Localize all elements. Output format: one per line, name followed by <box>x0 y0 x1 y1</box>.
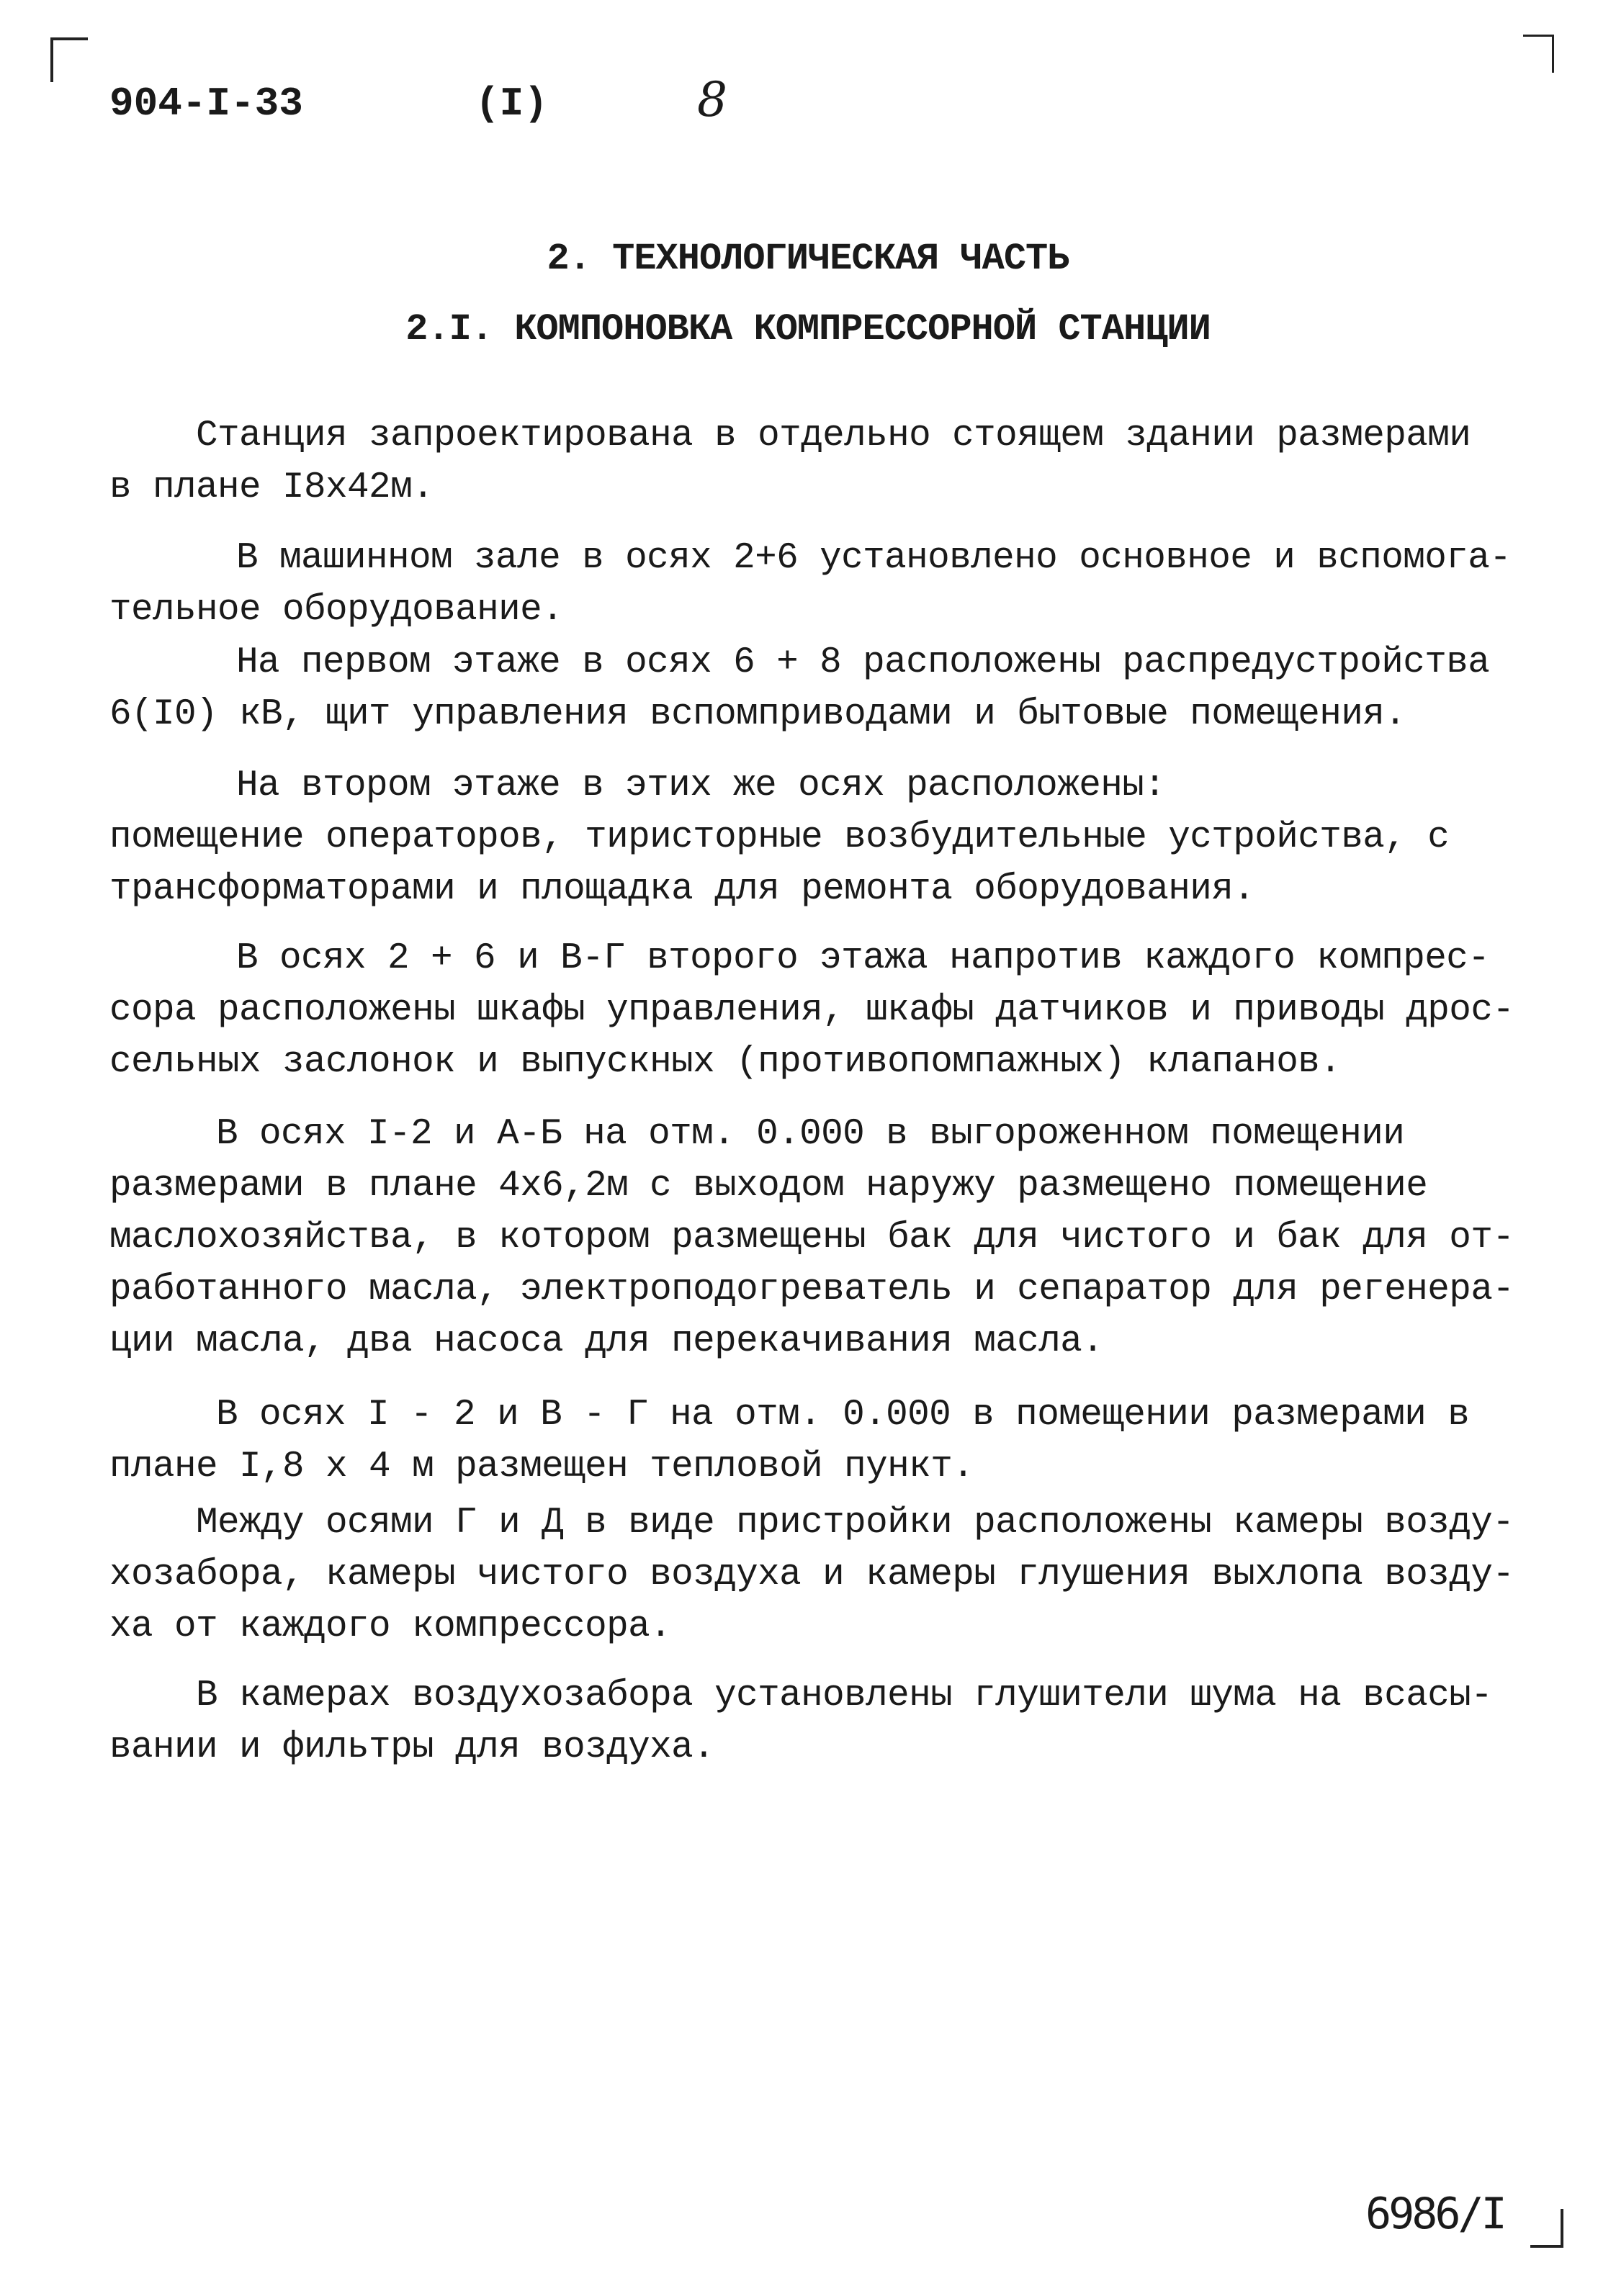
paragraph-line: помещение операторов, тиристорные возбудительные устройства, с <box>109 817 1450 858</box>
paragraph-line: трансформаторами и площадка для ремонта оборудования. <box>109 869 1255 910</box>
paragraph-5 <box>109 933 1535 1089</box>
paragraph-2 <box>109 533 1535 636</box>
paragraph-line: Станция запроектирована в отдельно стоящем здании размерами <box>196 415 1471 456</box>
paragraph-line: В машинном зале в осях 2+6 установлено основное и вспомога- <box>236 538 1512 579</box>
paragraph-line: В осях 2 + 6 и В-Г второго этажа напротив каждого компрес- <box>236 938 1490 979</box>
paragraph-8 <box>109 1498 1535 1653</box>
paragraph-line: На первом этаже в осях 6 + 8 расположены распредустройства <box>236 642 1490 683</box>
paragraph-line: маслохозяйства, в котором размещены бак для чистого и бак для от- <box>109 1217 1514 1259</box>
paragraph-line: В осях I-2 и А-Б на отм. 0.000 в выгороженном помещении <box>216 1114 1405 1155</box>
paragraph-3 <box>109 637 1535 741</box>
paragraph-line: На втором этаже в этих же осях расположены: <box>236 765 1166 806</box>
paragraph-7 <box>109 1390 1535 1493</box>
paragraph-line: работанного масла, электроподогреватель и сепаратор для регенера- <box>109 1269 1514 1310</box>
frame-corner-top-left <box>50 37 88 82</box>
paragraph-line: в плане I8x42м. <box>109 467 434 508</box>
paragraph-line: В камерах воздухозабора установлены глушители шума на всасы- <box>196 1675 1493 1716</box>
paragraph-line: 6(I0) кВ, щит управления вспомприводами и бытовые помещения. <box>109 694 1406 735</box>
paragraph-line: сельных заслонок и выпускных (противопомпажных) клапанов. <box>109 1042 1342 1083</box>
paragraph-6 <box>109 1109 1535 1368</box>
document-code: 904-I-33 <box>109 81 303 127</box>
paragraph-line: ции масла, два насоса для перекачивания масла. <box>109 1321 1104 1362</box>
page-mark: 8 <box>697 72 727 127</box>
paragraph-9 <box>109 1670 1535 1774</box>
subsection-title: 2.I. КОМПОНОВКА КОМПРЕССОРНОЙ СТАНЦИИ <box>405 308 1211 351</box>
paragraph-line: тельное оборудование. <box>109 590 564 631</box>
paragraph-line: размерами в плане 4x6,2м с выходом наружу размещено помещение <box>109 1166 1428 1207</box>
paragraph-4 <box>109 760 1535 916</box>
paragraph-line: В осях I - 2 и В - Г на отм. 0.000 в помещении размерами в <box>216 1395 1470 1436</box>
frame-corner-top-right <box>1523 35 1554 73</box>
paragraph-line: сора расположены шкафы управления, шкафы датчиков и приводы дрос- <box>109 990 1514 1031</box>
frame-corner-bottom-right <box>1530 2209 1563 2248</box>
section-title: 2. ТЕХНОЛОГИЧЕСКАЯ ЧАСТЬ <box>547 238 1069 280</box>
paragraph-line: вании и фильтры для воздуха. <box>109 1727 715 1768</box>
paragraph-1 <box>109 410 1535 514</box>
paragraph-line: хозабора, камеры чистого воздуха и камеры глушения выхлопа возду- <box>109 1554 1514 1595</box>
document-part: (I) <box>475 81 548 127</box>
paragraph-line: ха от каждого компрессора. <box>109 1606 672 1647</box>
sheet-number: 6986/I <box>1365 2189 1504 2239</box>
paragraph-line: плане I,8 x 4 м размещен тепловой пункт. <box>109 1446 974 1487</box>
paragraph-line: Между осями Г и Д в виде пристройки расположены камеры возду- <box>196 1503 1514 1544</box>
